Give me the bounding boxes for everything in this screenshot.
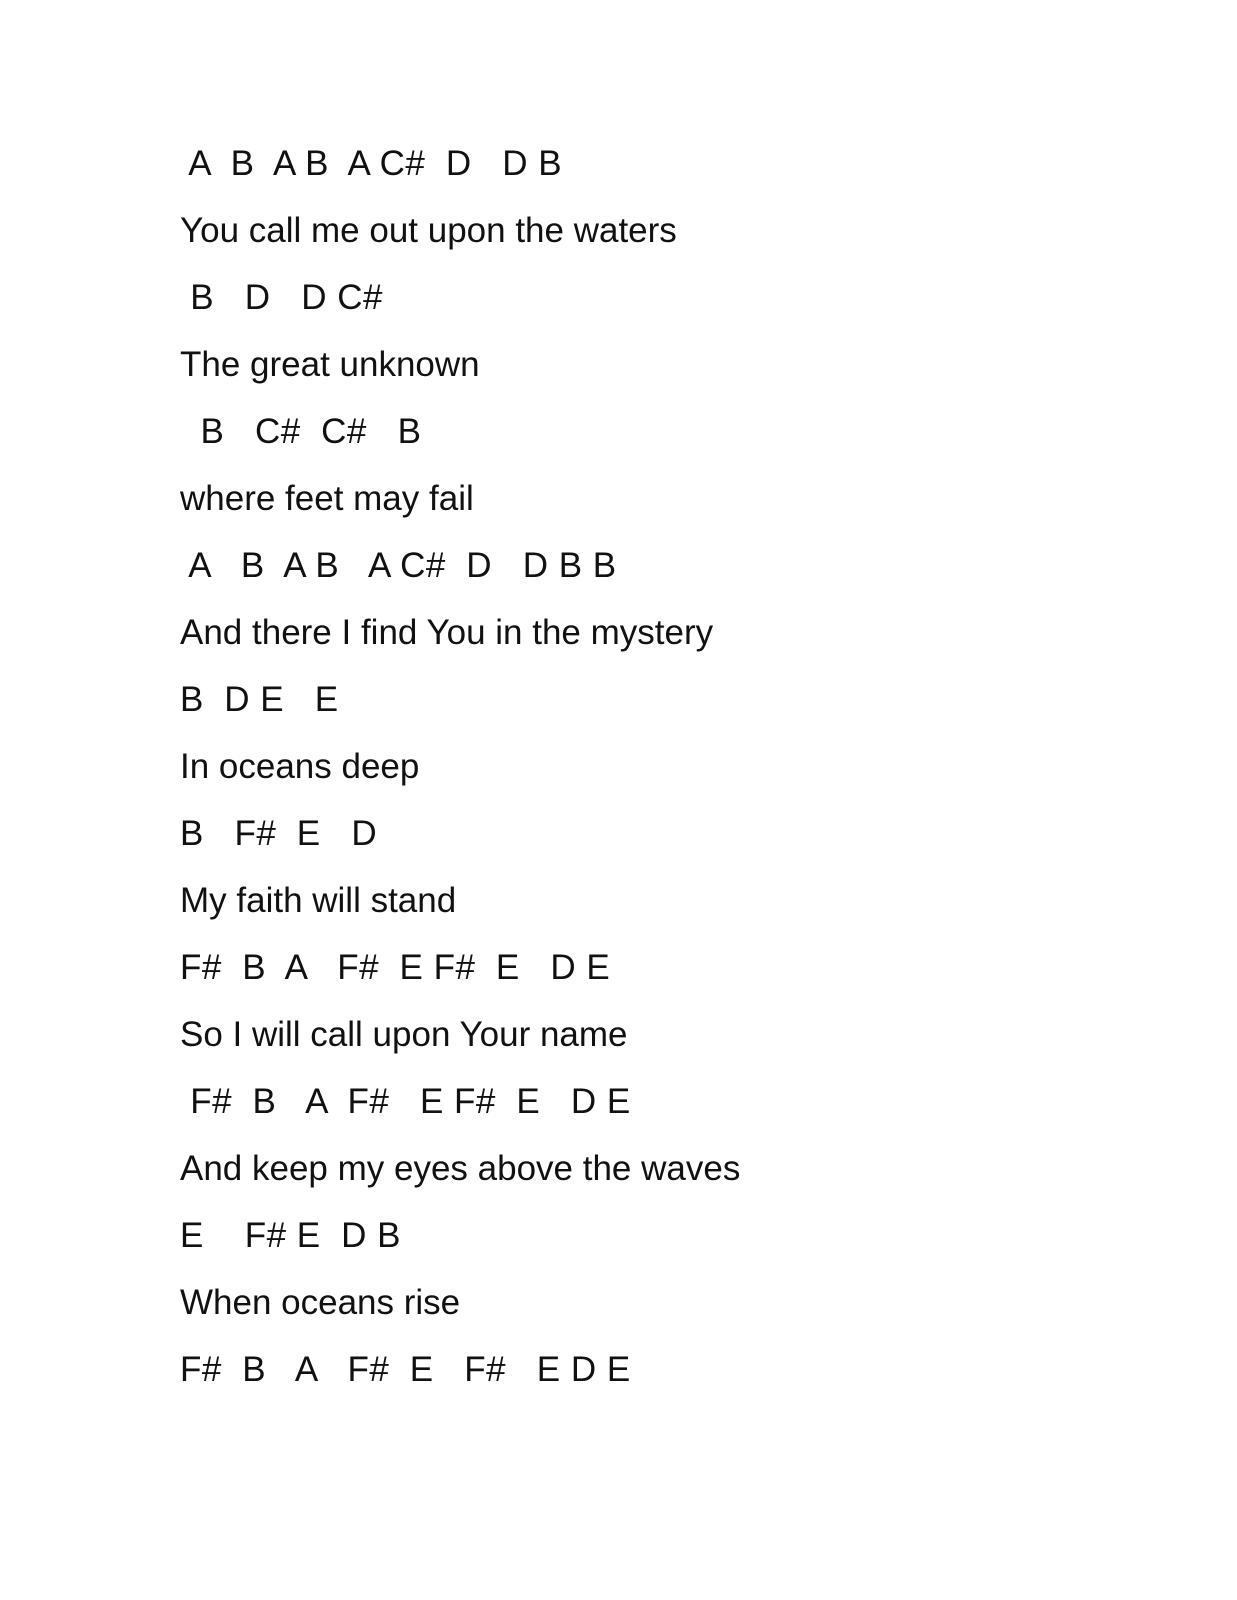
note-line-8: F# B A F# E F# E D E [180, 1082, 631, 1121]
lyric-line-8: And keep my eyes above the waves [180, 1149, 741, 1188]
note-line-1: A B A B A C# D D B [180, 144, 563, 183]
lyric-line-3: where feet may fail [180, 479, 474, 518]
note-line-3: B C# C# B [180, 412, 422, 451]
note-line-10: F# B A F# E F# E D E [180, 1350, 631, 1389]
note-line-6: B F# E D [180, 814, 378, 853]
lyric-line-7: So I will call upon Your name [180, 1015, 628, 1054]
note-line-7: F# B A F# E F# E D E [180, 948, 611, 987]
note-line-2: B D D C# [180, 278, 383, 317]
lyric-line-6: My faith will stand [180, 881, 457, 920]
note-line-5: B D E E [180, 680, 339, 719]
lyric-line-1: You call me out upon the waters [180, 211, 677, 250]
lyric-line-2: The great unknown [180, 345, 480, 384]
note-line-4: A B A B A C# D D B B [180, 546, 617, 585]
lyric-line-5: In oceans deep [180, 747, 420, 786]
lyric-line-4: And there I find You in the mystery [180, 613, 714, 652]
lyric-line-9: When oceans rise [180, 1283, 461, 1322]
note-line-9: E F# E D B [180, 1216, 401, 1255]
